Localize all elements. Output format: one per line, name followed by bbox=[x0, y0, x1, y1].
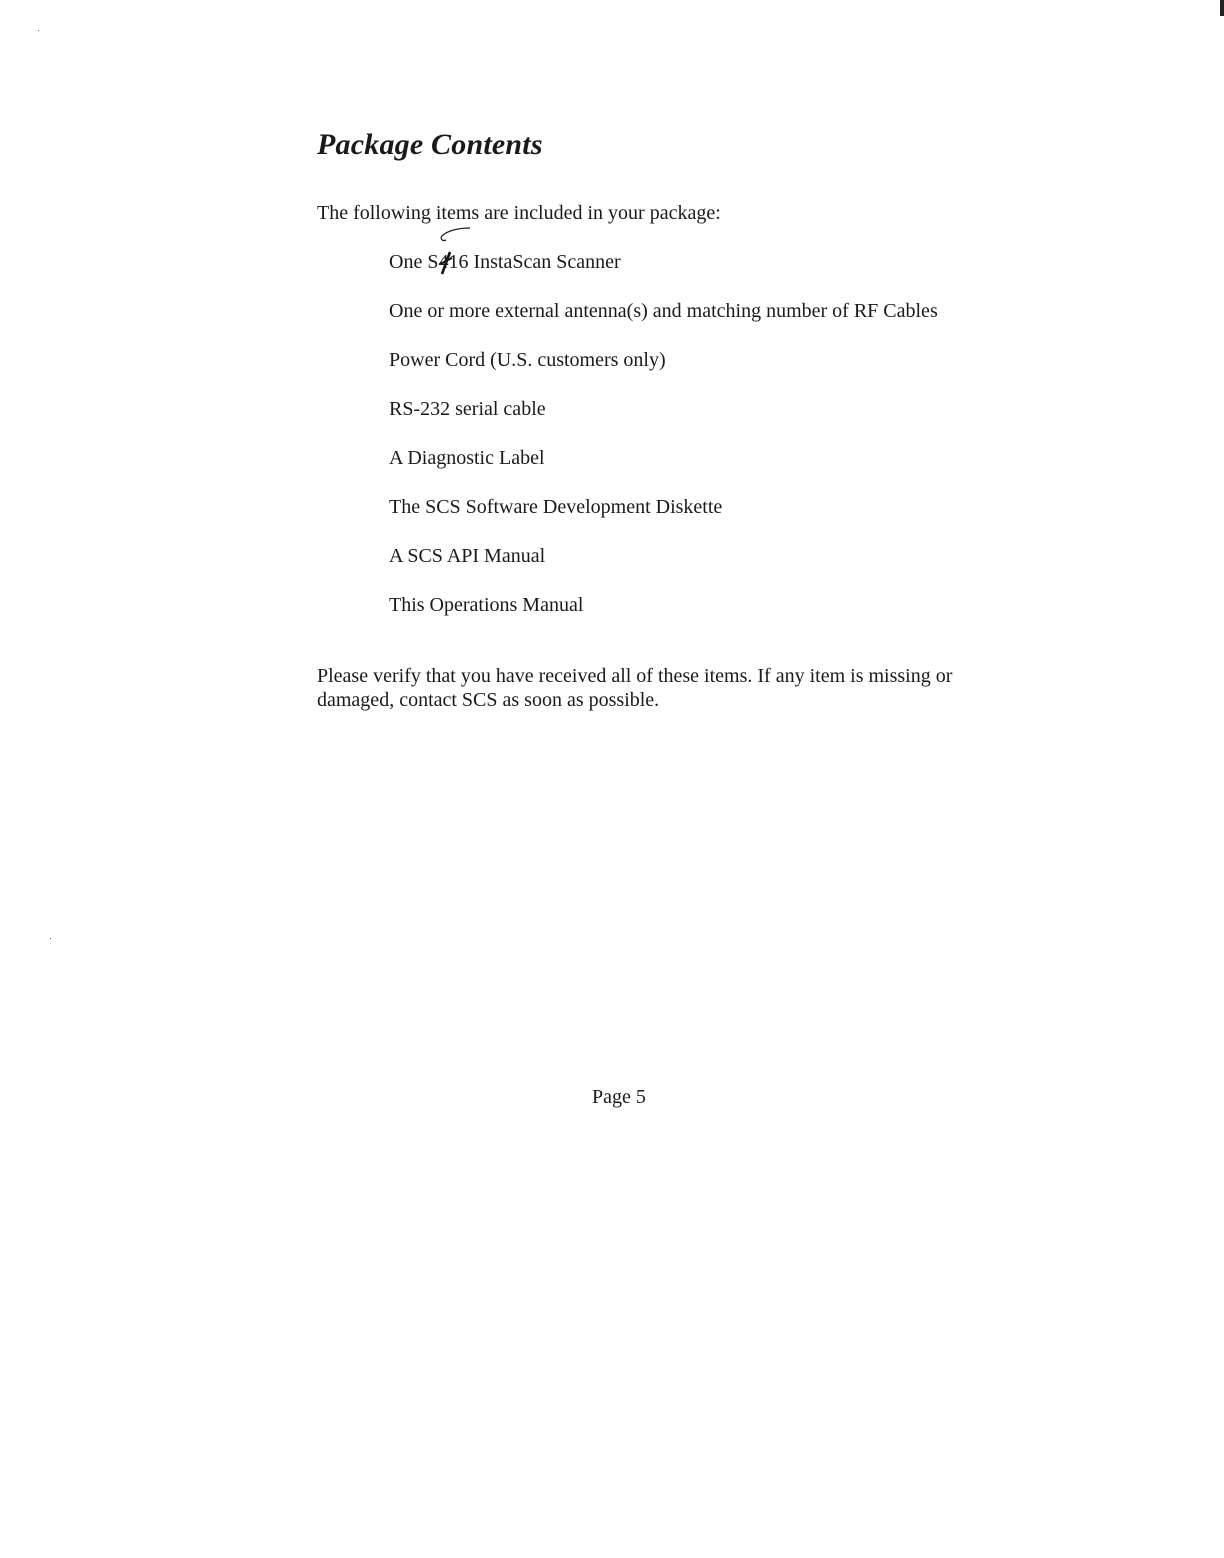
page-number: Page 5 bbox=[592, 1086, 646, 1108]
package-items-list bbox=[389, 250, 949, 617]
list-item: A SCS API Manual bbox=[389, 545, 546, 567]
page-title: Package Contents bbox=[317, 128, 543, 161]
list-item: RS-232 serial cable bbox=[389, 398, 546, 420]
list-item: A Diagnostic Label bbox=[389, 447, 545, 469]
list-item: One or more external antenna(s) and matching number of RF Cables bbox=[389, 300, 938, 322]
list-item: One S416 InstaScan Scanner bbox=[389, 251, 621, 273]
scan-speck bbox=[50, 938, 51, 939]
intro-paragraph: The following items are included in your package: bbox=[317, 202, 721, 224]
scan-edge-mark bbox=[1220, 0, 1224, 16]
list-item: The SCS Software Development Diskette bbox=[389, 496, 723, 518]
list-item: This Operations Manual bbox=[389, 594, 584, 616]
scan-speck bbox=[38, 30, 39, 31]
list-item: Power Cord (U.S. customers only) bbox=[389, 349, 666, 371]
closing-paragraph: Please verify that you have received all of these items. If any item is missing or damaged, contact SCS as soon as possible. bbox=[317, 665, 953, 711]
